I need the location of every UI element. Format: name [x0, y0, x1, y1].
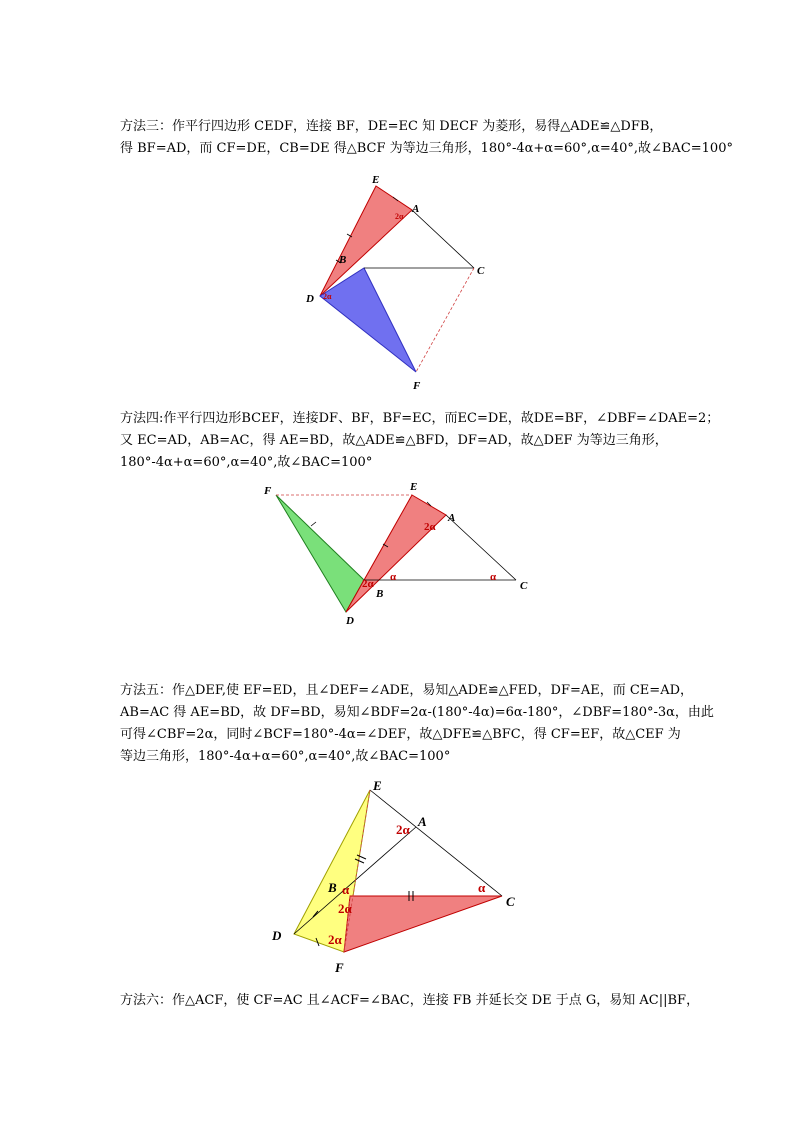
angle-label-a-b: α	[342, 882, 350, 897]
method3-line2: 得 BF=AD，而 CF=DE，CB=DE 得△BCF 为等边三角形，180°-4α+α=60°,α=40°,故∠BAC=100°	[120, 141, 733, 156]
method5-line2: AB=AC 得 AE=BD，故 DF=BD，易知∠BDF=2α-(180°-4α)=6α-180°，∠DBF=180°-3α，由此	[120, 705, 714, 720]
method5-line4: 等边三角形，180°-4α+α=60°,α=40°,故∠BAC=100°	[120, 749, 451, 764]
angle-label-2a-f: 2α	[328, 932, 342, 947]
triangle-bfc	[344, 896, 502, 952]
label-b: B	[339, 254, 347, 266]
label-a: A	[448, 512, 456, 524]
label-c: C	[477, 265, 485, 277]
label-f: F	[413, 380, 421, 392]
angle-label-2a-a: 2α	[395, 212, 404, 221]
method4-line3: 180°-4α+α=60°,α=40°,故∠BAC=100°	[120, 455, 373, 470]
label-c: C	[520, 580, 528, 592]
angle-label-a-c: α	[478, 880, 486, 895]
method4-line1: 方法四:作平行四边形BCEF，连接DF、BF，BF=EC，而EC=DE，故DE=BF，∠DBF=∠DAE=2；	[120, 411, 720, 426]
method6-paragraph	[120, 990, 700, 1012]
label-e: E	[410, 481, 418, 493]
label-f: F	[264, 485, 272, 497]
angle-label-2a-a: 2α	[396, 822, 410, 837]
angle-label-2a-b: 2α	[362, 578, 374, 590]
angle-label-2a-a: 2α	[424, 521, 436, 533]
angle-label-2a-d: 2α	[323, 292, 332, 301]
method4-line2: 又 EC=AD，AB=AC，得 AE=BD，故△ADE≌△BFD，DF=AD，故△DEF 为等边三角形，	[120, 433, 668, 448]
label-e: E	[372, 174, 380, 186]
label-e: E	[373, 778, 382, 793]
label-f: F	[335, 960, 344, 975]
method5-line3: 可得∠CBF=2α，同时∠BCF=180°-4α=∠DEF，故△DFE≌△BFC，得 CF=EF，故△CEF 为	[120, 727, 681, 742]
method3-line1: 方法三：作平行四边形 CEDF，连接 BF，DE=EC 知 DECF 为菱形，易得△ADE≌△DFB，	[120, 119, 663, 134]
label-d: D	[346, 615, 354, 627]
label-b: B	[376, 588, 384, 600]
label-c: C	[506, 894, 515, 909]
label-b: B	[328, 880, 337, 895]
label-d: D	[272, 928, 282, 943]
label-a: A	[418, 814, 427, 829]
method6-line1: 方法六：作△ACF，使 CF=AC 且∠ACF=∠BAC，连接 FB 并延长交 DE 于点 G，易知 AC||BF，	[120, 993, 700, 1008]
label-a: A	[412, 203, 420, 215]
angle-label-2a-b: 2α	[338, 901, 352, 916]
angle-label-a-c: α	[490, 571, 497, 583]
method5-line1: 方法五：作△DEF,使 EF=ED，且∠DEF=∠ADE，易知△ADE≌△FED，DF=AE，而 CE=AD，	[120, 683, 694, 698]
angle-label-a-b: α	[390, 571, 397, 583]
label-d: D	[306, 293, 314, 305]
